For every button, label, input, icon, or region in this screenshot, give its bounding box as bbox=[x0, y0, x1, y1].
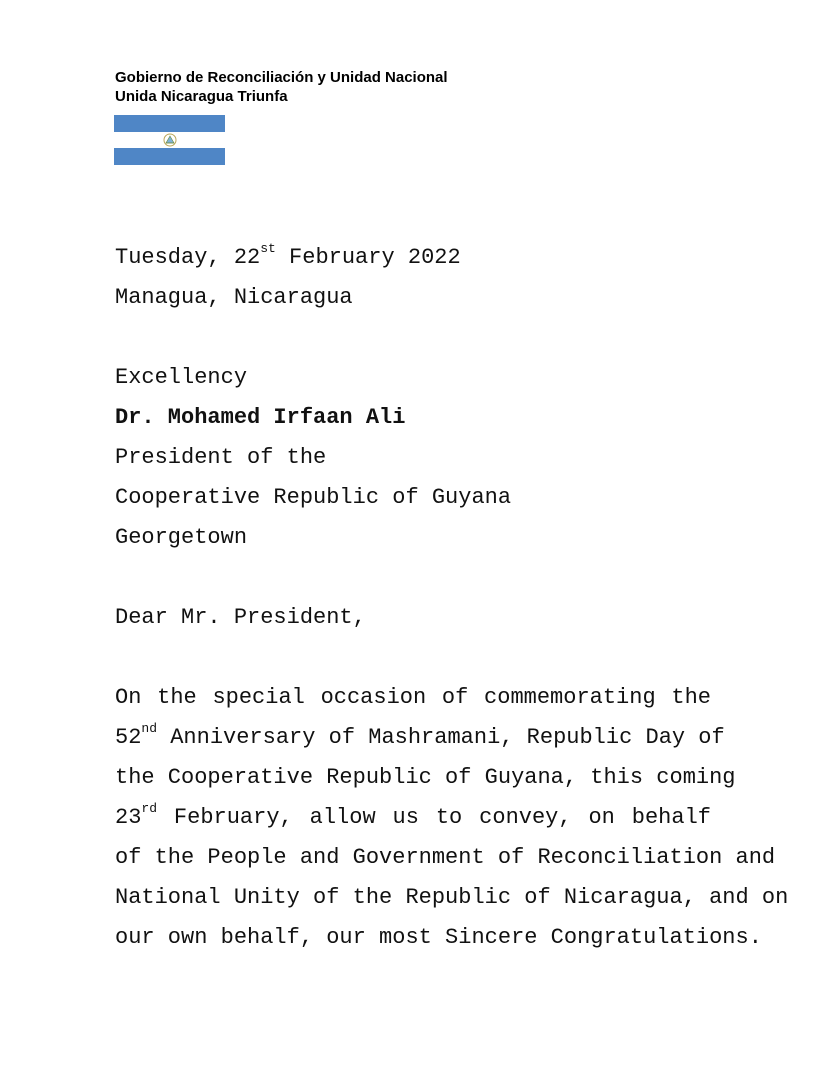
body-line: of the People and Government of Reconciliation and bbox=[115, 845, 776, 870]
date-ordinal: st bbox=[260, 240, 276, 256]
body-line: the Cooperative Republic of Guyana, this coming bbox=[115, 765, 736, 790]
recipient-role-line2: Cooperative Republic of Guyana bbox=[115, 485, 512, 510]
coat-of-arms-icon bbox=[162, 133, 178, 147]
letter-body bbox=[115, 238, 789, 958]
recipient-title: Excellency bbox=[115, 365, 248, 390]
date-day: Tuesday, 22 bbox=[115, 245, 261, 270]
body-line: our own behalf, our most Sincere Congratulations. bbox=[115, 925, 762, 950]
recipient-role-line1: President of the bbox=[115, 445, 327, 470]
letterhead bbox=[115, 68, 448, 106]
anniversary-ordinal: nd bbox=[141, 720, 158, 736]
flag-middle-band bbox=[114, 132, 225, 149]
government-name: Gobierno de Reconciliación y Unidad Nacional bbox=[115, 69, 448, 86]
date-month-year: February 2022 bbox=[275, 245, 461, 270]
nicaragua-flag-icon bbox=[114, 115, 225, 165]
body-line bbox=[115, 798, 711, 838]
flag-bottom-band bbox=[114, 148, 225, 165]
flag-top-band bbox=[114, 115, 225, 132]
letter-place: Managua, Nicaragua bbox=[115, 285, 353, 310]
day-text: February, allow us to convey, on behalf bbox=[157, 805, 711, 830]
day-number: 23 bbox=[115, 805, 142, 830]
letter-date bbox=[115, 238, 711, 278]
anniversary-text: Anniversary of Mashramani, Republic Day of bbox=[157, 725, 725, 750]
body-paragraph bbox=[115, 678, 789, 958]
recipient-name: Dr. Mohamed Irfaan Ali bbox=[115, 405, 406, 430]
greeting: Dear Mr. President, bbox=[115, 605, 366, 630]
anniversary-number: 52 bbox=[115, 725, 142, 750]
government-slogan: Unida Nicaragua Triunfa bbox=[115, 88, 288, 105]
body-line: On the special occasion of commemorating the bbox=[115, 685, 711, 710]
body-line bbox=[115, 718, 725, 758]
body-line: National Unity of the Republic of Nicaragua, and on bbox=[115, 885, 789, 910]
day-ordinal: rd bbox=[141, 800, 158, 816]
recipient-city: Georgetown bbox=[115, 525, 248, 550]
